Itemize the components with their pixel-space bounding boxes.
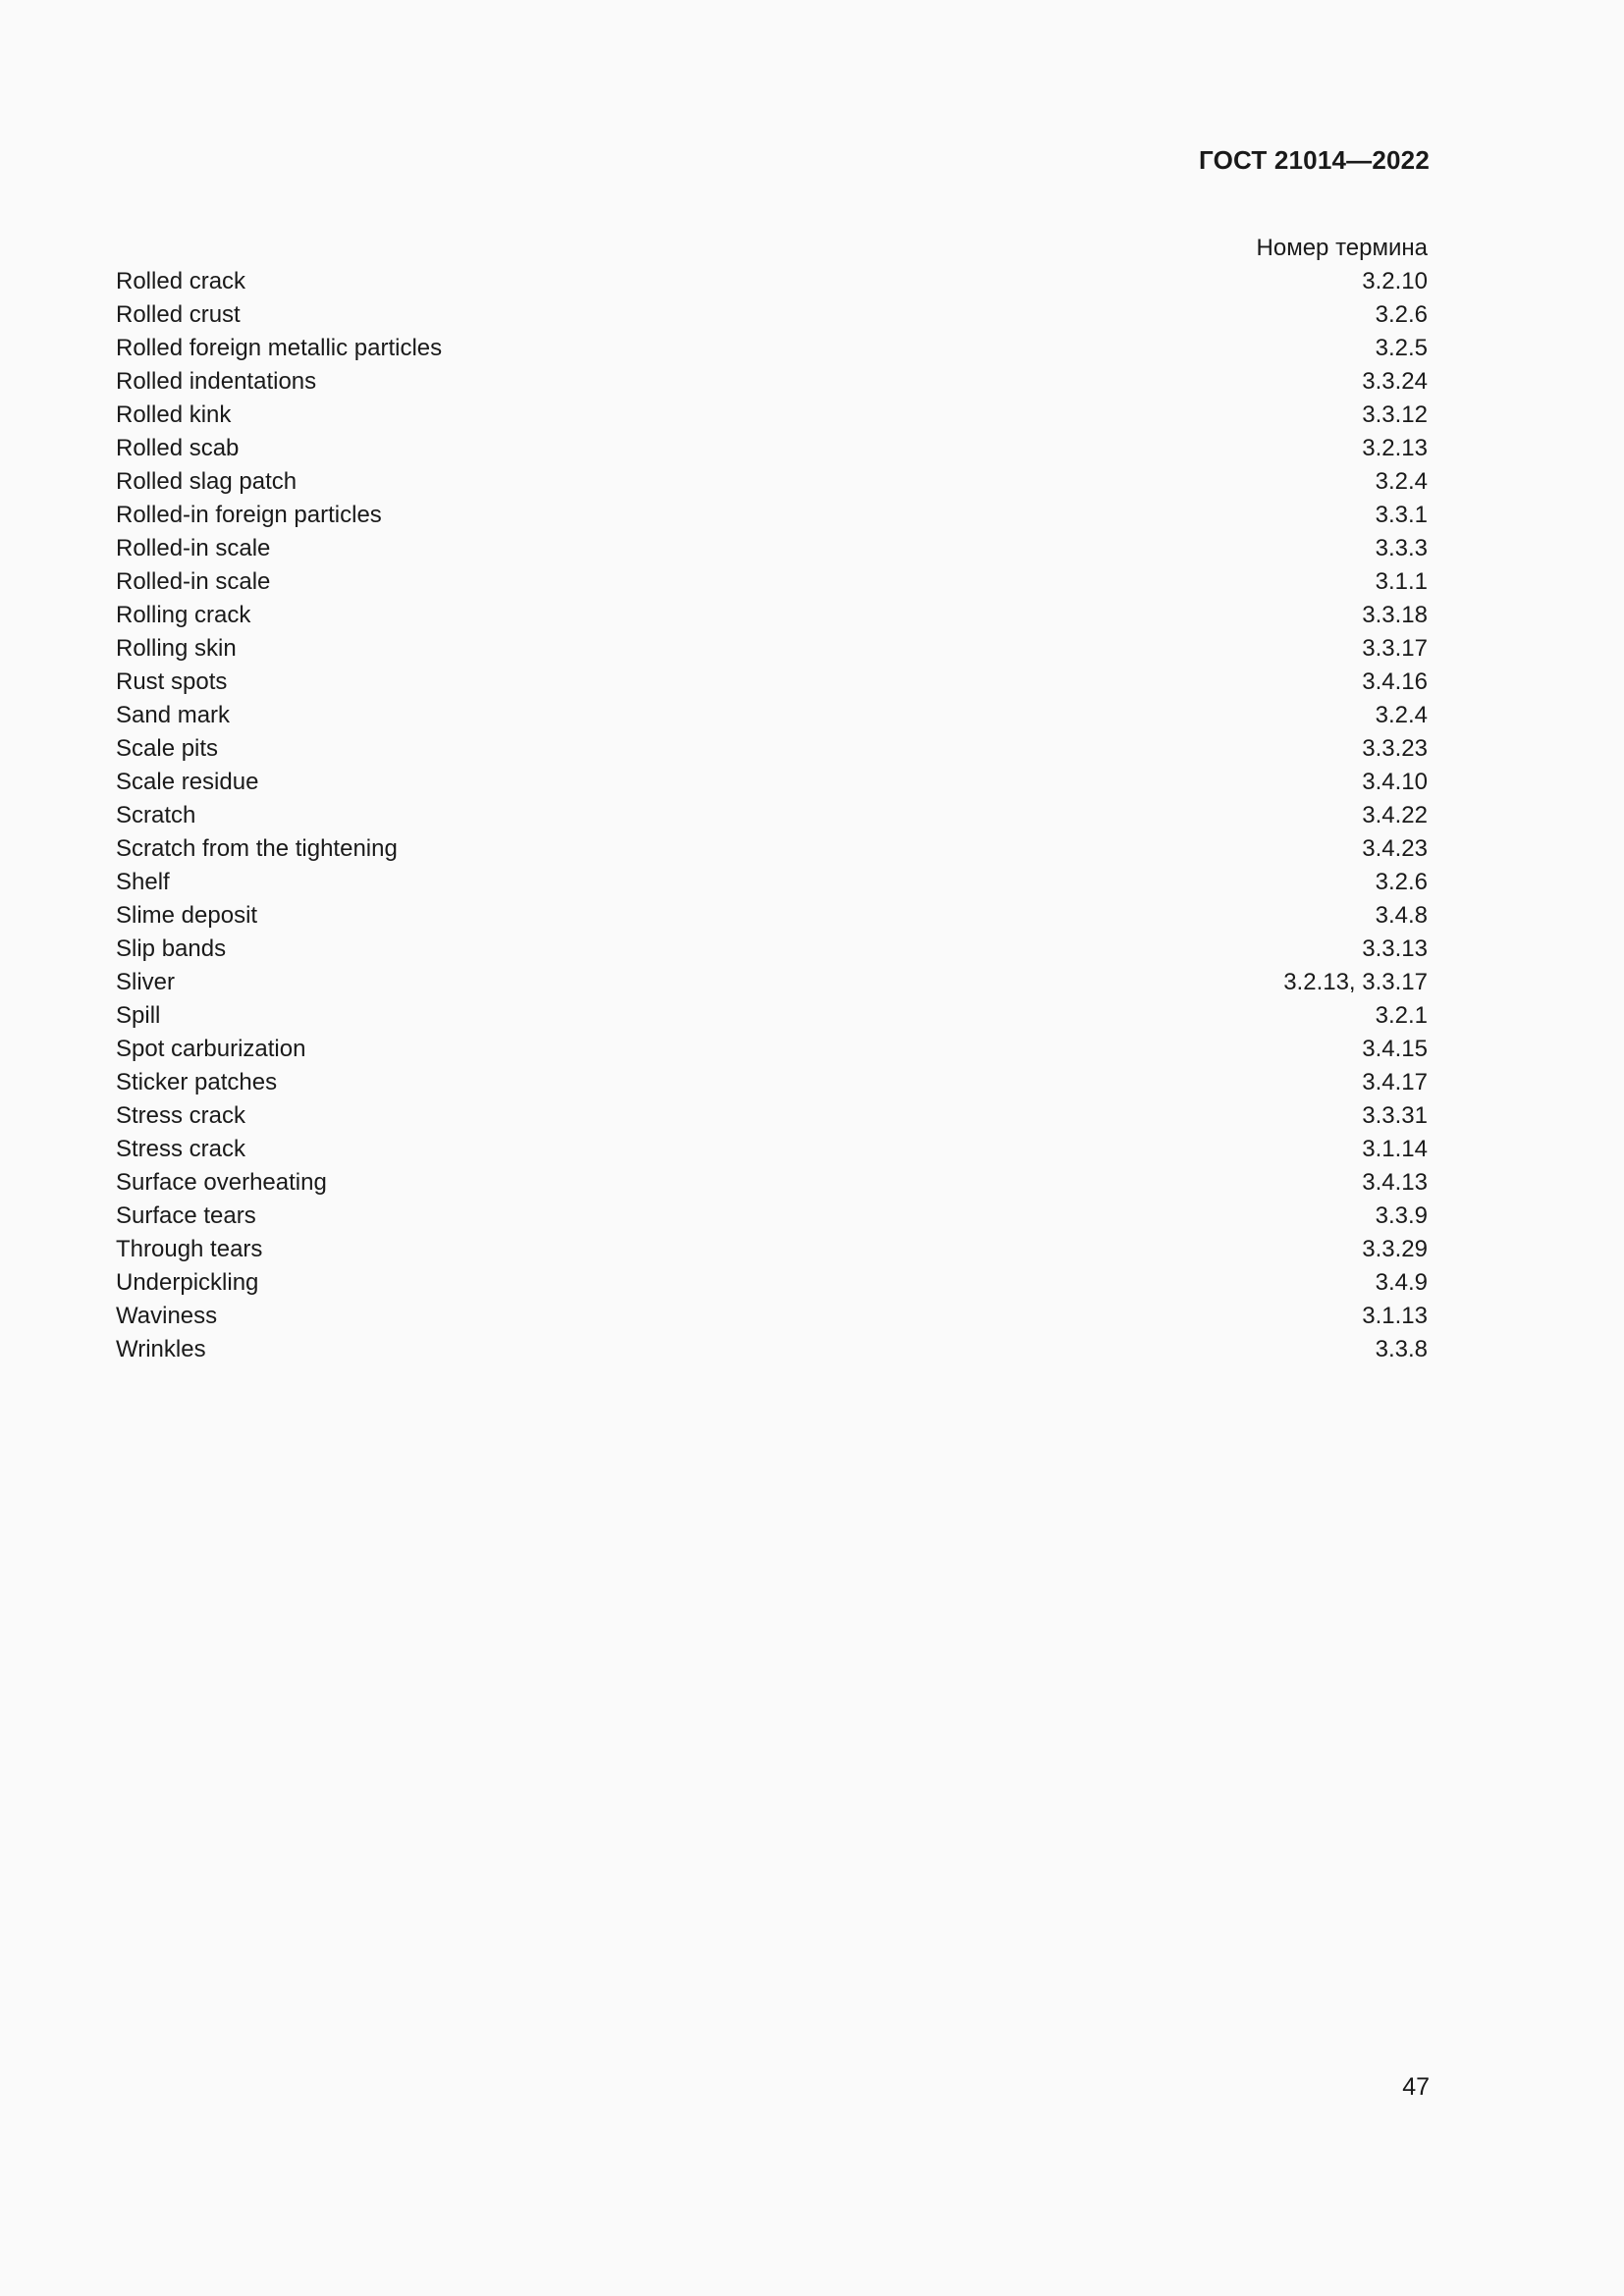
- index-row: [116, 365, 1428, 399]
- term-number: 3.2.6: [1375, 301, 1428, 328]
- term-name: Waviness: [116, 1303, 218, 1329]
- term-number: 3.4.10: [1362, 769, 1428, 795]
- term-number: 3.4.9: [1375, 1269, 1428, 1296]
- index-row: [116, 899, 1428, 933]
- term-name: Rolled foreign metallic particles: [116, 335, 443, 361]
- term-name: Rolled crust: [116, 301, 241, 328]
- term-number: 3.2.1: [1375, 1002, 1428, 1029]
- term-name: Rolled indentations: [116, 368, 317, 395]
- term-number: 3.1.13: [1362, 1303, 1428, 1329]
- term-name: Scale pits: [116, 735, 219, 762]
- term-number: 3.3.8: [1375, 1336, 1428, 1362]
- term-name: Rolled-in scale: [116, 535, 271, 561]
- term-number: 3.1.14: [1362, 1136, 1428, 1162]
- term-number: 3.4.8: [1375, 902, 1428, 929]
- term-name: Stress crack: [116, 1136, 246, 1162]
- index-row: [116, 565, 1428, 599]
- index-row: [116, 1033, 1428, 1066]
- index-row: [116, 1099, 1428, 1133]
- term-number: 3.3.17: [1362, 635, 1428, 662]
- term-name: Shelf: [116, 869, 170, 895]
- term-name: Underpickling: [116, 1269, 259, 1296]
- index-row: [116, 499, 1428, 532]
- index-row: [116, 332, 1428, 365]
- index-row: [116, 265, 1428, 298]
- document-header: ГОСТ 21014—2022: [1199, 145, 1430, 175]
- term-name: Sliver: [116, 969, 176, 995]
- term-number: 3.4.17: [1362, 1069, 1428, 1095]
- term-name: Rolled-in scale: [116, 568, 271, 595]
- term-number: 3.2.4: [1375, 468, 1428, 495]
- index-row: [116, 832, 1428, 866]
- index-row: [116, 1066, 1428, 1099]
- term-number: 3.4.23: [1362, 835, 1428, 862]
- term-number: 3.3.3: [1375, 535, 1428, 561]
- term-number: 3.4.15: [1362, 1036, 1428, 1062]
- index-row: [116, 1133, 1428, 1166]
- index-row: [116, 966, 1428, 999]
- index-row: [116, 298, 1428, 332]
- index-row: [116, 1166, 1428, 1200]
- index-row: [116, 999, 1428, 1033]
- term-number: 3.1.1: [1375, 568, 1428, 595]
- index-row: [116, 632, 1428, 666]
- term-name: Surface tears: [116, 1202, 256, 1229]
- term-name: Spill: [116, 1002, 161, 1029]
- term-number: 3.2.13, 3.3.17: [1283, 969, 1428, 995]
- term-index-table: [116, 232, 1428, 1366]
- term-name: Rolling crack: [116, 602, 251, 628]
- term-number: 3.3.24: [1362, 368, 1428, 395]
- term-number: 3.3.12: [1362, 401, 1428, 428]
- term-name: Rolled crack: [116, 268, 246, 294]
- term-name: Through tears: [116, 1236, 263, 1262]
- term-name: Wrinkles: [116, 1336, 206, 1362]
- term-number: 3.4.16: [1362, 668, 1428, 695]
- term-name: Slime deposit: [116, 902, 258, 929]
- index-row: [116, 732, 1428, 766]
- term-number: 3.2.13: [1362, 435, 1428, 461]
- term-name: Rolled kink: [116, 401, 232, 428]
- term-name: Sticker patches: [116, 1069, 278, 1095]
- index-row: [116, 1333, 1428, 1366]
- index-row: [116, 1266, 1428, 1300]
- index-row: [116, 532, 1428, 565]
- term-number: 3.2.5: [1375, 335, 1428, 361]
- index-row: [116, 799, 1428, 832]
- term-number: 3.2.4: [1375, 702, 1428, 728]
- index-row: [116, 766, 1428, 799]
- term-number: 3.2.6: [1375, 869, 1428, 895]
- term-name: Spot carburization: [116, 1036, 306, 1062]
- term-number: 3.2.10: [1362, 268, 1428, 294]
- term-number: 3.3.31: [1362, 1102, 1428, 1129]
- term-name: Scale residue: [116, 769, 259, 795]
- index-row: [116, 1300, 1428, 1333]
- index-row: [116, 1233, 1428, 1266]
- term-name: Sand mark: [116, 702, 231, 728]
- term-number: 3.3.1: [1375, 502, 1428, 528]
- term-number: 3.4.13: [1362, 1169, 1428, 1196]
- term-name: Rolled-in foreign particles: [116, 502, 382, 528]
- term-name: Slip bands: [116, 935, 227, 962]
- term-name: Rolled slag patch: [116, 468, 298, 495]
- index-row: [116, 465, 1428, 499]
- index-row: [116, 599, 1428, 632]
- index-row: [116, 666, 1428, 699]
- term-number: 3.3.13: [1362, 935, 1428, 962]
- term-name: Rolled scab: [116, 435, 240, 461]
- index-row: [116, 866, 1428, 899]
- term-number: 3.3.18: [1362, 602, 1428, 628]
- index-row: [116, 399, 1428, 432]
- term-name: Rolling skin: [116, 635, 237, 662]
- index-row: [116, 1200, 1428, 1233]
- term-name: Scratch from the tightening: [116, 835, 398, 862]
- index-row: [116, 933, 1428, 966]
- term-name: Surface overheating: [116, 1169, 327, 1196]
- term-index-rows: [116, 265, 1428, 1366]
- column-header-term-number: Номер термина: [1256, 235, 1428, 261]
- index-row: [116, 699, 1428, 732]
- term-number: 3.3.9: [1375, 1202, 1428, 1229]
- term-name: Stress crack: [116, 1102, 246, 1129]
- page-number: 47: [1402, 2073, 1430, 2101]
- term-number: 3.4.22: [1362, 802, 1428, 828]
- term-name: Scratch: [116, 802, 196, 828]
- term-name: Rust spots: [116, 668, 228, 695]
- term-number: 3.3.23: [1362, 735, 1428, 762]
- term-number: 3.3.29: [1362, 1236, 1428, 1262]
- index-row: [116, 432, 1428, 465]
